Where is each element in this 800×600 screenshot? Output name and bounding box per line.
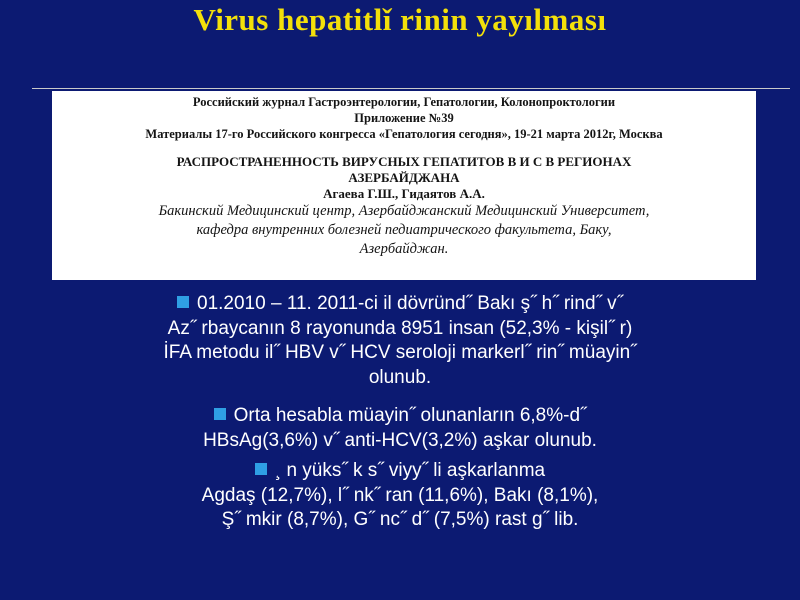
square-bullet-icon <box>214 408 226 420</box>
article-title-line-2: АЗЕРБАЙДЖАНА <box>348 170 460 185</box>
bullet-text-line: ¸ n yüks˝ k s˝ viyy˝ li aşkarlanma <box>274 460 546 481</box>
affiliation-line-1: Бакинский Медицинский центр, Азербайджанский Медицинский Университет, <box>158 203 650 219</box>
bullet-text-line: Ş˝ mkir (8,7%), G˝ nc˝ d˝ (7,5%) rast g˝ lib. <box>221 509 579 530</box>
journal-clipping <box>52 91 756 280</box>
affiliation-line-3: Азербайджан. <box>359 241 449 257</box>
slide-title: Virus hepatitlǐ rinin yayılması <box>193 2 607 37</box>
bullet-text-line: olunub. <box>368 366 432 388</box>
square-bullet-icon <box>177 296 189 308</box>
title-divider <box>32 88 790 89</box>
bullet-item-survey <box>40 292 760 390</box>
article-authors: Агаева Г.Ш., Гидаятов А.А. <box>323 186 485 201</box>
affiliation-line-2: кафедра внутренних болезней педиатрического факультета, Баку, <box>196 222 612 238</box>
article-title-line-1: РАСПРОСТРАНЕННОСТЬ ВИРУСНЫХ ГЕПАТИТОВ В И С В РЕГИОНАХ <box>176 154 632 169</box>
bullet-text-line: İFA metodu il˝ HBV v˝ HCV seroloji markerl˝ rin˝ müayin˝ <box>163 342 637 363</box>
journal-name: Российский журнал Гастроэнтерологии, Гепатологии, Колонопроктологии <box>192 95 616 109</box>
bullet-list <box>40 292 760 533</box>
congress-materials: Материалы 17-го Российского конгресса «Гепатология сегодня», 19-21 марта 2012г, Москва <box>145 127 663 141</box>
bullet-text-line: Agdaş (12,7%), l˝ nk˝ ran (11,6%), Bakı (8,1%), <box>201 484 599 506</box>
square-bullet-icon <box>255 463 267 475</box>
bullet-text-line: Az˝ rbaycanın 8 rayonunda 8951 insan (52,3% - kişil˝ r) <box>167 317 633 339</box>
bullet-text-line: 01.2010 – 11. 2011-ci il dövründ˝ Bakı ş˝ h˝ rind˝ v˝ <box>197 293 623 314</box>
supplement-number: Приложение №39 <box>354 111 454 125</box>
bullet-item-average <box>40 404 760 453</box>
bullet-text-line: Orta hesabla müayin˝ olunanların 6,8%-d˝ <box>233 405 587 426</box>
bullet-text-line: HBsAg(3,6%) v˝ anti-HCV(3,2%) aşkar olunub. <box>203 429 597 451</box>
bullet-item-highest <box>40 459 760 533</box>
